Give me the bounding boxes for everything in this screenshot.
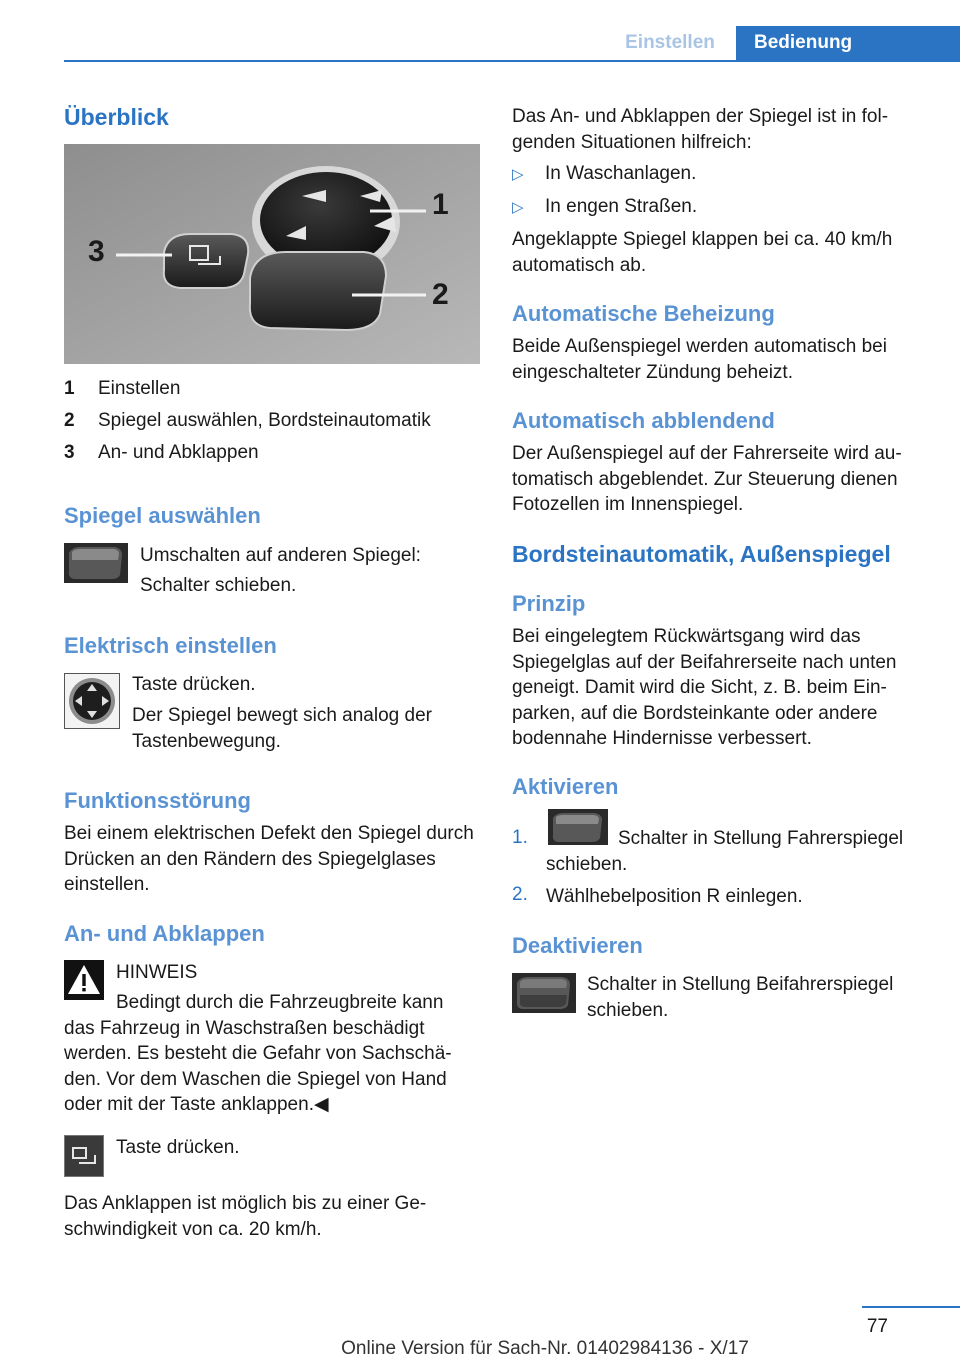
- header-tab-bedienung[interactable]: Bedienung: [736, 26, 960, 62]
- s4-text-1: Taste drücken.: [116, 1137, 240, 1158]
- s4-text-2: Das Anklappen ist möglich bis zu einer Geschwindigkeit von ca. 20 km/h.: [64, 1193, 427, 1240]
- figure-label-1: 1: [432, 188, 449, 221]
- notice-label: HINWEIS: [116, 962, 198, 983]
- section-title-an-und-abklappen: An- und Abklappen: [64, 921, 265, 946]
- s1-text-1: Umschalten auf anderen Spiegel:: [140, 545, 421, 566]
- overview-title: Überblick: [64, 104, 169, 130]
- header-rule: [64, 60, 960, 62]
- passenger-mirror-switch-icon: [512, 973, 576, 1013]
- section-title-aktivieren: Aktivieren: [512, 774, 619, 799]
- mirror-adjust-knob-icon: [64, 673, 120, 729]
- section-title-automatisch-abblendend: Automatisch abblendend: [512, 408, 775, 433]
- figure-label-2: 2: [432, 278, 449, 311]
- fold-mirror-button-icon: [64, 1135, 104, 1177]
- deactivate-text: Schalter in Stellung Beifahrerspiegel schieben.: [587, 974, 894, 1021]
- dimming-text: Der Außenspiegel auf der Fahrerseite wird automatisch abgeblendet. Zur Steuerung dienen Fotozellen im Innenspiegel.: [512, 443, 902, 515]
- s2-text-1: Taste drücken.: [132, 674, 256, 695]
- figure-label-3: 3: [88, 235, 105, 268]
- section-title-bordsteinautomatik: Bordsteinautomatik, Außenspiegel: [512, 541, 891, 567]
- notice-text: Bedingt durch die Fahrzeugbreite kann das Fahrzeug in Waschstraßen beschädigt werden. Es besteht die Gefahr von Sachschäden. Vor dem Waschen die Spiegel von Hand oder mit der Taste anklappen.◀: [64, 992, 452, 1115]
- section-title-funktionsstoerung: Funktionsstörung: [64, 788, 251, 813]
- header-tab-einstellen[interactable]: Einstellen: [625, 32, 715, 53]
- section-title-deaktivieren: Deaktivieren: [512, 933, 643, 958]
- section-title-elektrisch-einstellen: Elektrisch einstellen: [64, 633, 277, 658]
- footer-rule: [862, 1306, 960, 1308]
- s3-text: Bei einem elektrischen Defekt den Spiegel durch Drücken an den Rändern des Spiegelglases einstellen.: [64, 823, 474, 895]
- mirror-control-figure: [64, 144, 480, 364]
- heating-text: Beide Außenspiegel werden automatisch bei eingeschalteter Zündung beheizt.: [512, 336, 887, 383]
- mirror-select-switch-icon: [64, 543, 128, 583]
- footer-text: Online Version für Sach-Nr. 01402984136 - X/17: [341, 1338, 749, 1359]
- s1-text-2: Schalter schieben.: [140, 575, 297, 596]
- page-number: 77: [866, 1316, 888, 1337]
- intro-text: Das An- und Abklappen der Spiegel ist in folgenden Situationen hilfreich:: [512, 106, 889, 153]
- section-title-spiegel-auswaehlen: Spiegel auswählen: [64, 503, 261, 528]
- step-2-text: Wählhebelposition R einlegen.: [546, 886, 803, 907]
- s2-text-2: Der Spiegel bewegt sich analog der Tastenbewegung.: [132, 705, 432, 752]
- section-title-prinzip: Prinzip: [512, 591, 586, 616]
- after-list-text: Angeklappte Spiegel klappen bei ca. 40 km/h automatisch ab.: [512, 229, 893, 276]
- step-1-text: Schalter in Stellung Fahrerspiegel schieben.: [546, 828, 904, 875]
- section-title-automatische-beheizung: Automatische Beheizung: [512, 301, 775, 326]
- principle-text: Bei eingelegtem Rückwärtsgang wird das Spiegelglas auf der Beifahrerseite nach unten geneigt. Damit wird die Sicht, z. B. beim Einparken, auf die Bordsteinkante oder andere bodennahe Hindernisse verbessert.: [512, 626, 897, 749]
